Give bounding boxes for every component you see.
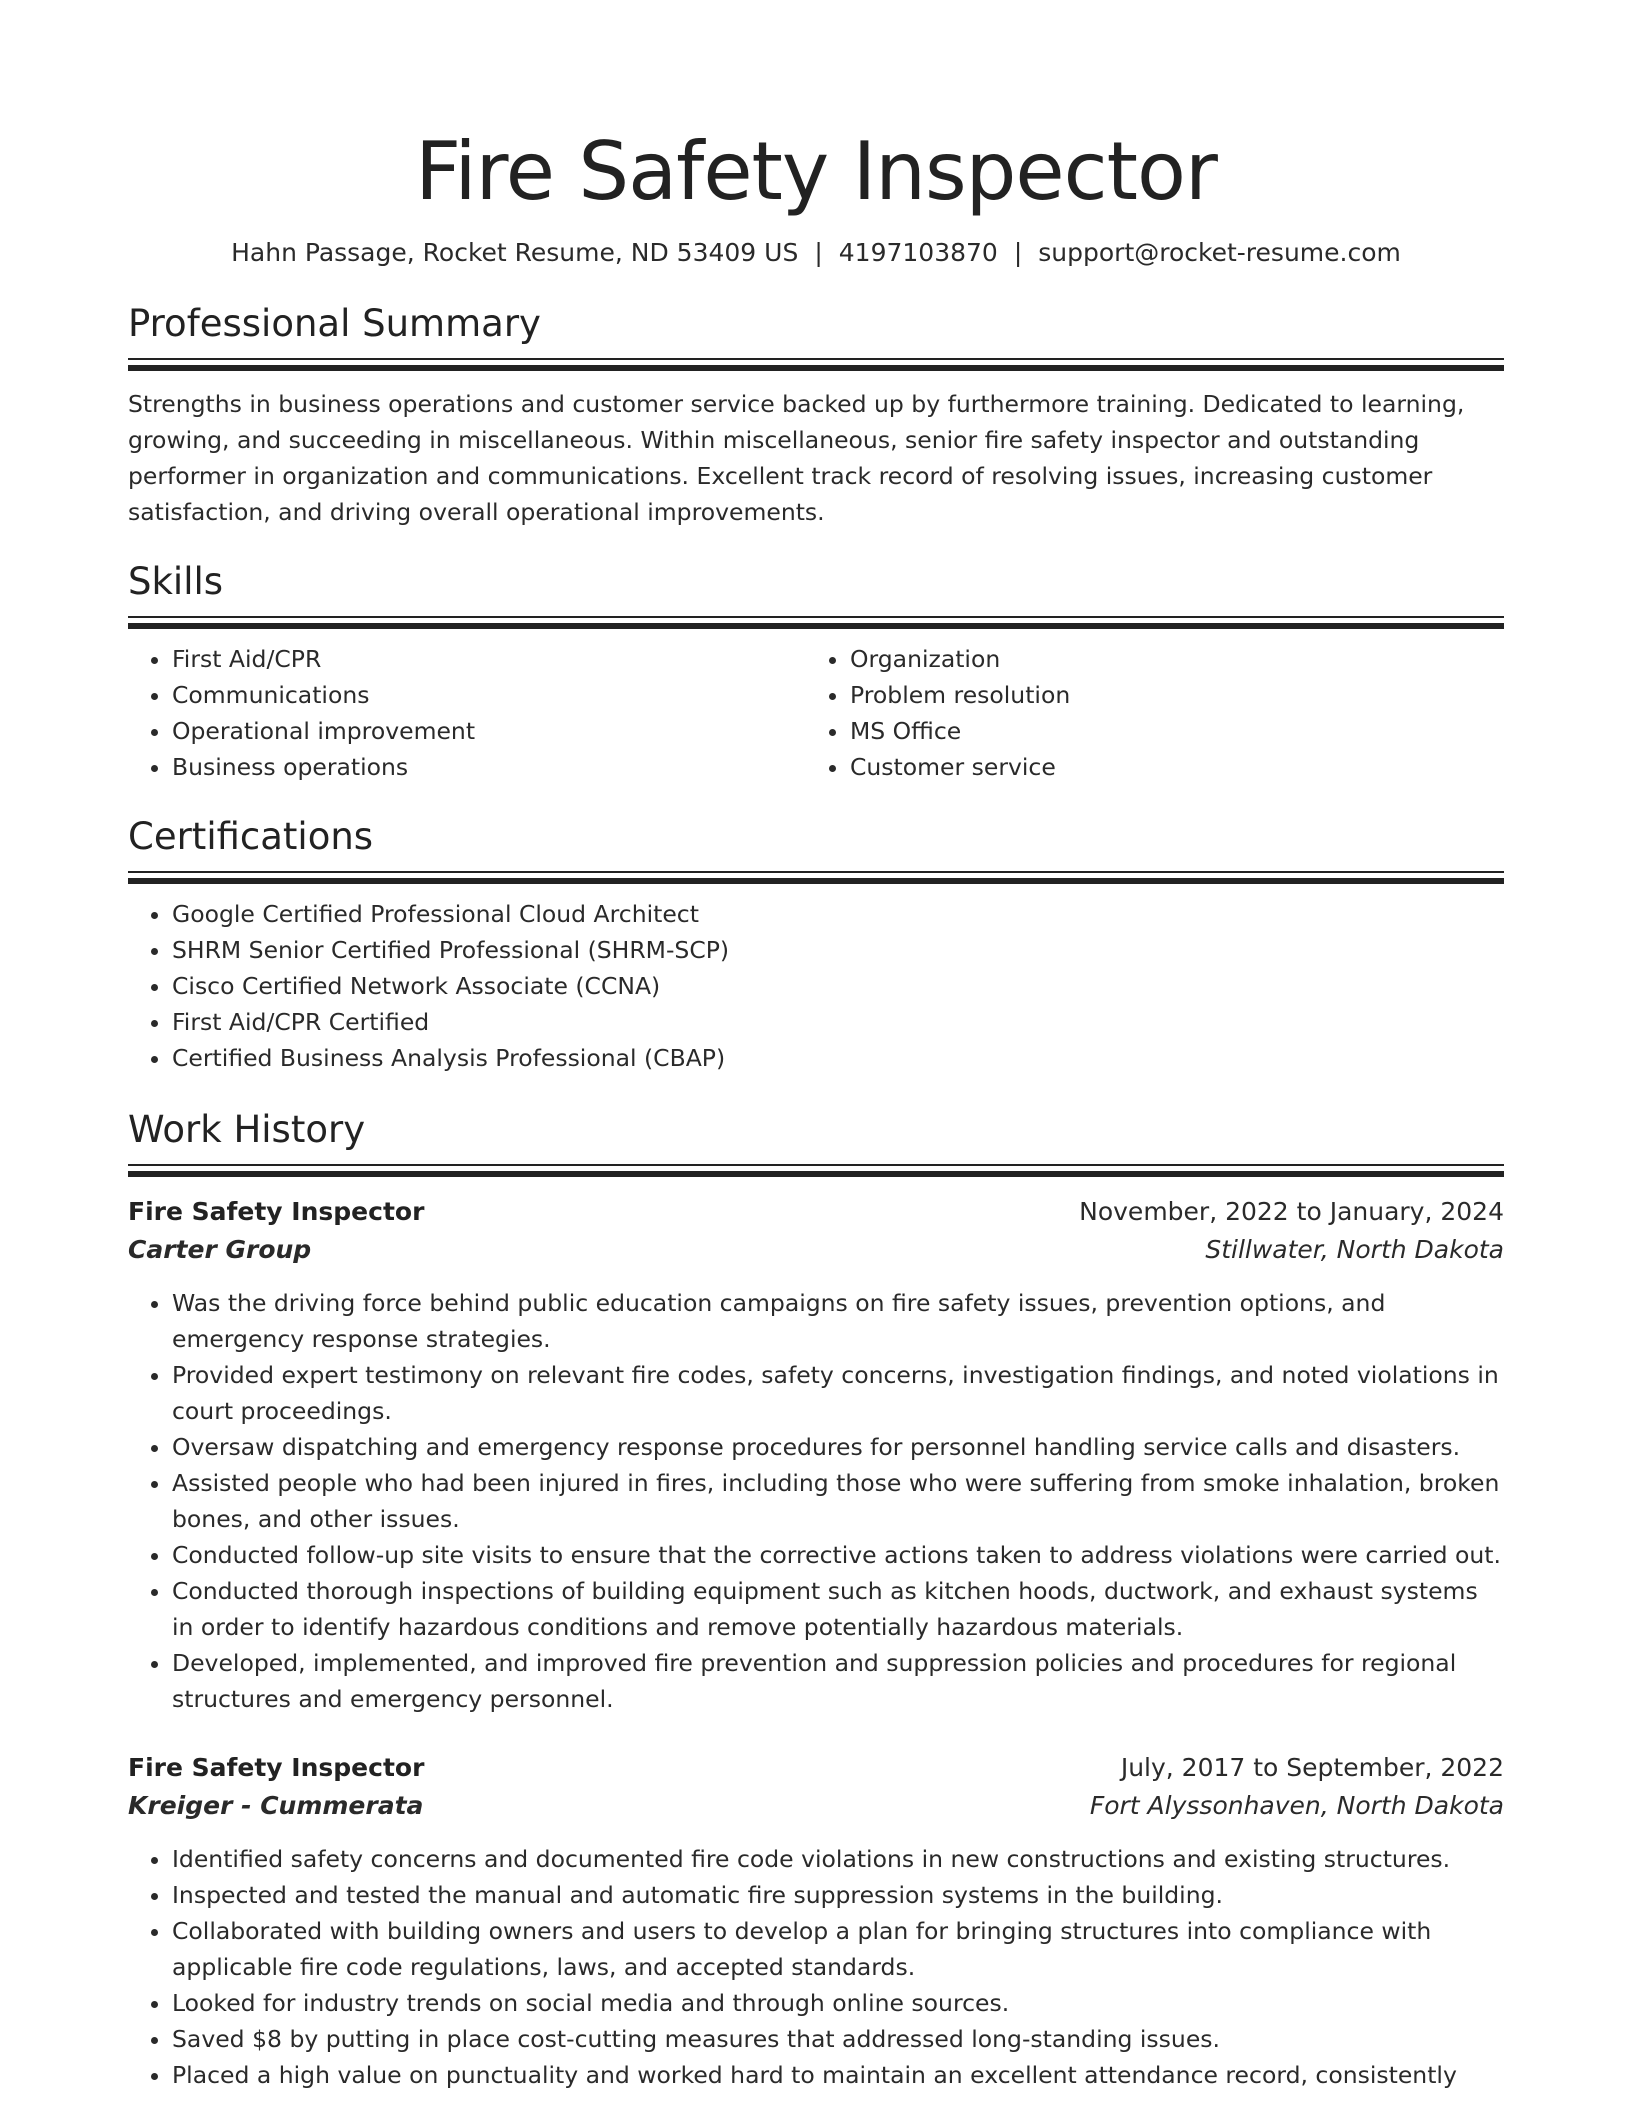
certification-item: • Google Certified Professional Cloud Architect [172, 896, 1504, 932]
contact-separator: | [1013, 238, 1023, 267]
job-subheader [128, 1787, 1504, 1825]
job-dates: November, 2022 to January, 2024 [1079, 1197, 1504, 1226]
job-bullet: • Placed a high value on punctuality and worked hard to maintain an excellent attendance record, consistently [172, 2057, 1504, 2093]
section-title-skills: Skills [128, 560, 224, 603]
skills-column-left [128, 641, 806, 785]
job-bullets [128, 1285, 1504, 1717]
job-bullet: • Identified safety concerns and documented fire code violations in new constructions and existing structures. [172, 1841, 1504, 1877]
skill-item: • Operational improvement [172, 713, 806, 749]
job-title: Fire Safety Inspector [128, 1753, 425, 1782]
contact-line [128, 236, 1504, 270]
certifications-section [128, 813, 1504, 1076]
skills-section [128, 558, 1504, 785]
job-bullet: • Oversaw dispatching and emergency response procedures for personnel handling service calls and disasters. [172, 1429, 1504, 1465]
section-rule-thick [128, 623, 1504, 629]
job-bullet: • Provided expert testimony on relevant fire codes, safety concerns, investigation findings, and noted violations in court proceedings. [172, 1357, 1504, 1429]
job-bullet: • Conducted thorough inspections of building equipment such as kitchen hoods, ductwork, and exhaust systems in order to identify hazardous conditions and remove potentially hazardous materials. [172, 1573, 1504, 1645]
skill-item: • First Aid/CPR [172, 641, 806, 677]
contact-address: Hahn Passage, Rocket Resume, ND 53409 US [231, 238, 799, 267]
summary-text: Strengths in business operations and customer service backed up by furthermore training. Dedicated to learning, growing, and succeeding in miscellaneous. Within miscellaneous, senior fire safety inspector and outstanding performer in organization and communications. Excellent track record of resolving issues, increasing customer satisfaction, and driving overall operational improvements. [128, 390, 1465, 526]
resume-page [128, 0, 1504, 2093]
skill-item: • Organization [850, 641, 1484, 677]
certification-item: • SHRM Senior Certified Professional (SHRM-SCP) [172, 932, 1504, 968]
skill-item: • Communications [172, 677, 806, 713]
summary-section [128, 300, 1504, 530]
section-rule [128, 616, 1504, 618]
work-history-section [128, 1106, 1504, 2093]
job-header [128, 1749, 1504, 1787]
section-title-summary: Professional Summary [128, 302, 541, 345]
job-bullet: • Assisted people who had been injured in fires, including those who were suffering from smoke inhalation, broken bones, and other issues. [172, 1465, 1504, 1537]
skills-list-left [128, 641, 806, 785]
job-bullet: • Was the driving force behind public education campaigns on fire safety issues, prevention options, and emergency response strategies. [172, 1285, 1504, 1357]
job-subheader [128, 1231, 1504, 1269]
job-company: Kreiger - Cummerata [128, 1791, 424, 1820]
job-title: Fire Safety Inspector [128, 1197, 425, 1226]
job-bullets [128, 1841, 1504, 2093]
job-location: Fort Alyssonhaven, North Dakota [1089, 1791, 1504, 1820]
contact-separator: | [814, 238, 823, 267]
skill-item: • Business operations [172, 749, 806, 785]
skill-item: • Customer service [850, 749, 1484, 785]
certification-item: • Certified Business Analysis Professional (CBAP) [172, 1040, 1504, 1076]
job-bullet: • Inspected and tested the manual and automatic fire suppression systems in the building. [172, 1877, 1504, 1913]
section-rule-thick [128, 878, 1504, 884]
job-company: Carter Group [128, 1235, 312, 1264]
job-bullet: • Looked for industry trends on social media and through online sources. [172, 1985, 1504, 2021]
skills-grid [128, 641, 1504, 785]
skill-item: • MS Office [850, 713, 1484, 749]
section-rule [128, 871, 1504, 873]
contact-email: support@rocket-resume.com [1038, 238, 1401, 267]
certification-item: • First Aid/CPR Certified [172, 1004, 1504, 1040]
job-dates: July, 2017 to September, 2022 [1120, 1753, 1504, 1782]
skills-column-right [806, 641, 1484, 785]
resume-name: Fire Safety Inspector [415, 125, 1217, 218]
skills-list-right [806, 641, 1484, 785]
job-header [128, 1193, 1504, 1231]
section-title-certifications: Certifications [128, 815, 374, 858]
section-rule-thick [128, 365, 1504, 371]
section-rule [128, 358, 1504, 360]
job-bullet: • Conducted follow-up site visits to ensure that the corrective actions taken to address violations were carried out. [172, 1537, 1504, 1573]
job-bullet: • Developed, implemented, and improved fire prevention and suppression policies and procedures for regional structures and emergency personnel. [172, 1645, 1504, 1717]
job-bullet: • Saved $8 by putting in place cost-cutting measures that addressed long-standing issues. [172, 2021, 1504, 2057]
skill-item: • Problem resolution [850, 677, 1484, 713]
job-entry [128, 1193, 1504, 1717]
contact-phone: 4197103870 [838, 238, 998, 267]
certification-item: • Cisco Certified Network Associate (CCNA) [172, 968, 1504, 1004]
certifications-list [128, 896, 1504, 1076]
job-entry [128, 1749, 1504, 2093]
section-rule-thick [128, 1171, 1504, 1177]
section-rule [128, 1164, 1504, 1166]
section-title-work: Work History [128, 1108, 366, 1151]
job-bullet: • Collaborated with building owners and users to develop a plan for bringing structures into compliance with applicable fire code regulations, laws, and accepted standards. [172, 1913, 1504, 1985]
job-location: Stillwater, North Dakota [1205, 1235, 1504, 1264]
